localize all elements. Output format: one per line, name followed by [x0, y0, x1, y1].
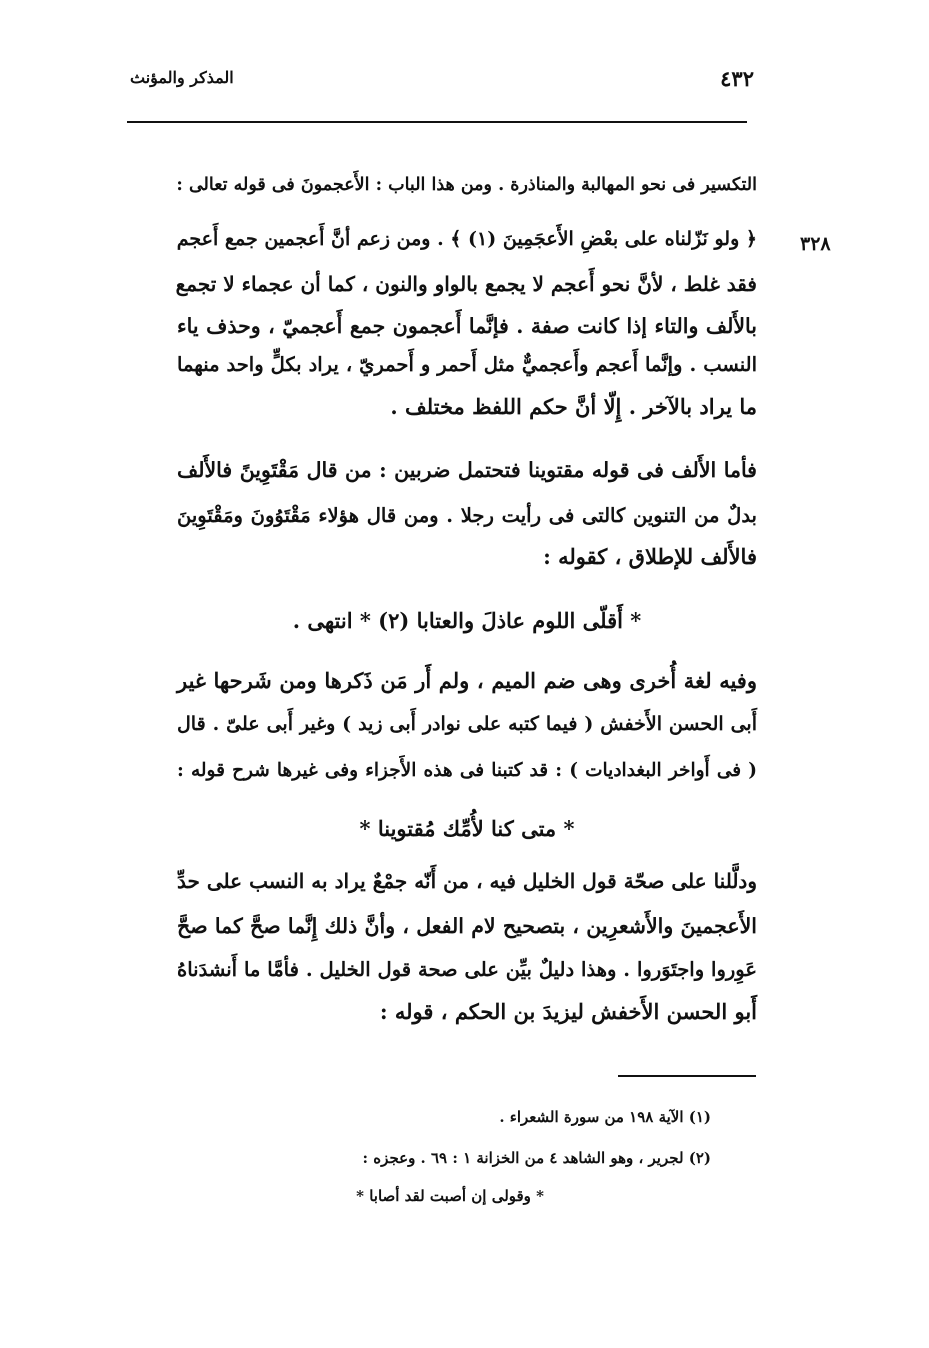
text-line: ودلَّلنا على صحّة قول الخليل فيه ، من أَنّه جمْعٌ يراد به النسب على حدِّ: [177, 869, 757, 893]
text-line: أَبو الحسن الأَخفش ليزيدَ بن الحكم ، قوله :: [379, 999, 757, 1024]
text-line: بالأَلف والتاء إذا كانت صفة . فإنَّما أَعجمون جمع أَعجميّ ، وحذف ياء: [177, 314, 757, 338]
text-line: فالأَلف للإطلاق ، كقوله :: [543, 544, 757, 569]
text-line: فقد غلط ، لأنَّ نحو أَعجم لا يجمع بالواو والنون ، كما أن عجماء لا تجمع: [175, 272, 757, 296]
text-line: ما يراد بالآخر . إِلّا أنَّ حكم اللفظ مختلف .: [390, 394, 757, 419]
text-line: وفيه لغة أُخرى وهى ضم الميم ، ولم أَر مَن ذَكرها ومن شَرحها غير: [177, 668, 757, 693]
page-number: ٤٣٢: [720, 66, 754, 91]
text-line: بدلٌ من التنوين كالتى فى رأيت رجلا . ومن قال هؤلاء مَقْتَوُونَ ومَقْتَوِينَ: [177, 504, 757, 527]
text-line: الأَعجمينَ والأَشعرِين ، بتصحيح لام الفعل ، وأنَّ ذلك إِنَّما صحَّ كما صحَّ: [177, 914, 757, 938]
text-line: النسب . وإنَّما أَعجم وأَعجميٌّ مثل أَحمر و أَحمريّ ، يراد بكلٍّ واحد منهما: [177, 353, 757, 376]
footnote: (٢) لجرير ، وهو الشاهد ٤ من الخزانة ١ : ٦٩ . وعجزه :: [362, 1149, 711, 1167]
text-line: عَوِروا واجتَوَروا . وهذا دليلٌ بيِّن على صحة قول الخليل . فأمَّا ما أَنشدَناهُ: [177, 958, 757, 981]
text-line: ﴿ ولو نَزّلناه على بعْضِ الأَعجَمِينَ (١) ﴾ . ومن زعم أنَّ أَعجمين جمع أَعجم: [176, 228, 757, 250]
header-divider: [127, 121, 747, 123]
text-line: أَبى الحسن الأَخفش ( فيما كتبه على نوادر أَبى زيد ) وغير أَبى علىّ . قال: [177, 713, 757, 735]
footnote-verse: * وقولى إن أصبت لقد أصابا *: [356, 1187, 544, 1205]
text-line: التكسير فى نحو المهالبة والمناذرة . ومن هذا الباب : الأَعجمونَ فى قوله تعالى :: [176, 175, 757, 195]
text-line: فأما الأَلف فى قوله مقتوينا فتحتمل ضربين : من قال مَقْتَوِينً فالأَلف: [177, 458, 757, 482]
footnote: (١) الآية ١٩٨ من سورة الشعراء .: [499, 1108, 711, 1126]
margin-reference-number: ٣٢٨: [800, 233, 831, 255]
running-title: المذكر والمؤنث: [130, 68, 234, 87]
text-line: ( فى أَواخر البغداديات ) : قد كتبنا فى هذه الأَجزاء وفى غيرها شرح قوله :: [177, 760, 757, 781]
verse-line: * متى كنا لأُمِّك مُقتوينا *: [359, 816, 575, 841]
verse-line: * أَقلّى اللوم عاذلَ والعتابا (٢) * انتهى .: [292, 608, 642, 633]
footnote-divider: [618, 1075, 756, 1077]
